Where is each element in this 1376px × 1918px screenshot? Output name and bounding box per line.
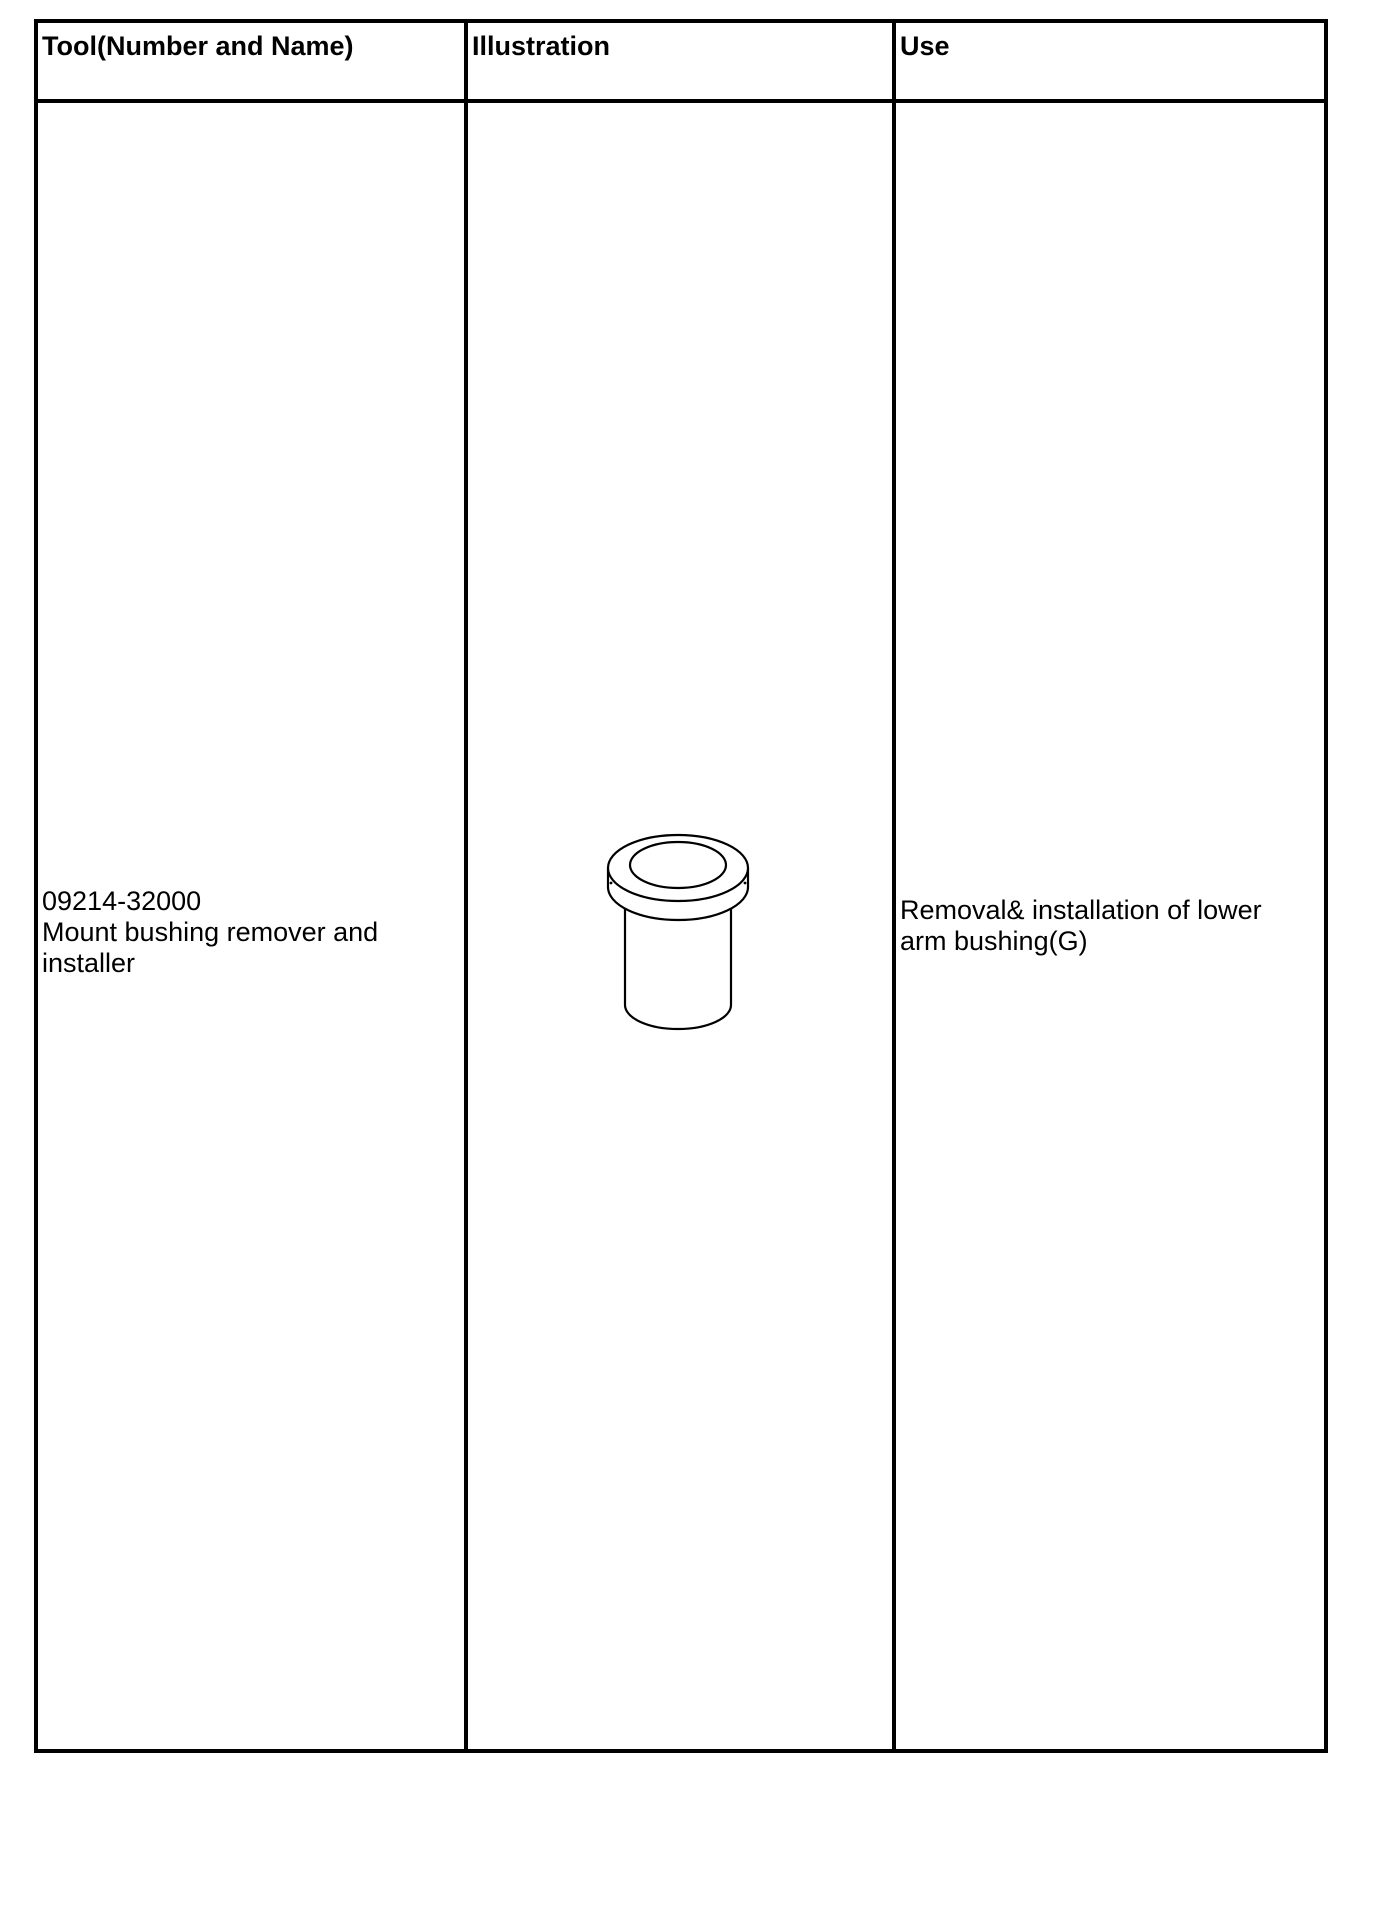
- table-header-row: [36, 21, 1326, 101]
- use-line-1: Removal& installation of lower: [900, 895, 1262, 925]
- header-illustration: Illustration: [466, 21, 894, 101]
- use-line-2: arm bushing(G): [900, 926, 1088, 956]
- tool-name-line-1: Mount bushing remover and: [42, 916, 379, 947]
- use-cell: [894, 101, 1326, 1751]
- table-row: [36, 101, 1326, 1751]
- special-tool-table: [34, 19, 1328, 1753]
- bushing-tool-icon: [605, 823, 755, 1043]
- header-tool: Tool(Number and Name): [36, 21, 466, 101]
- tool-name-line-2: installer: [42, 947, 136, 978]
- tool-number: 09214-32000: [42, 885, 202, 916]
- tool-cell: [36, 101, 466, 1751]
- illustration-cell: [466, 101, 894, 1751]
- header-use: Use: [894, 21, 1326, 101]
